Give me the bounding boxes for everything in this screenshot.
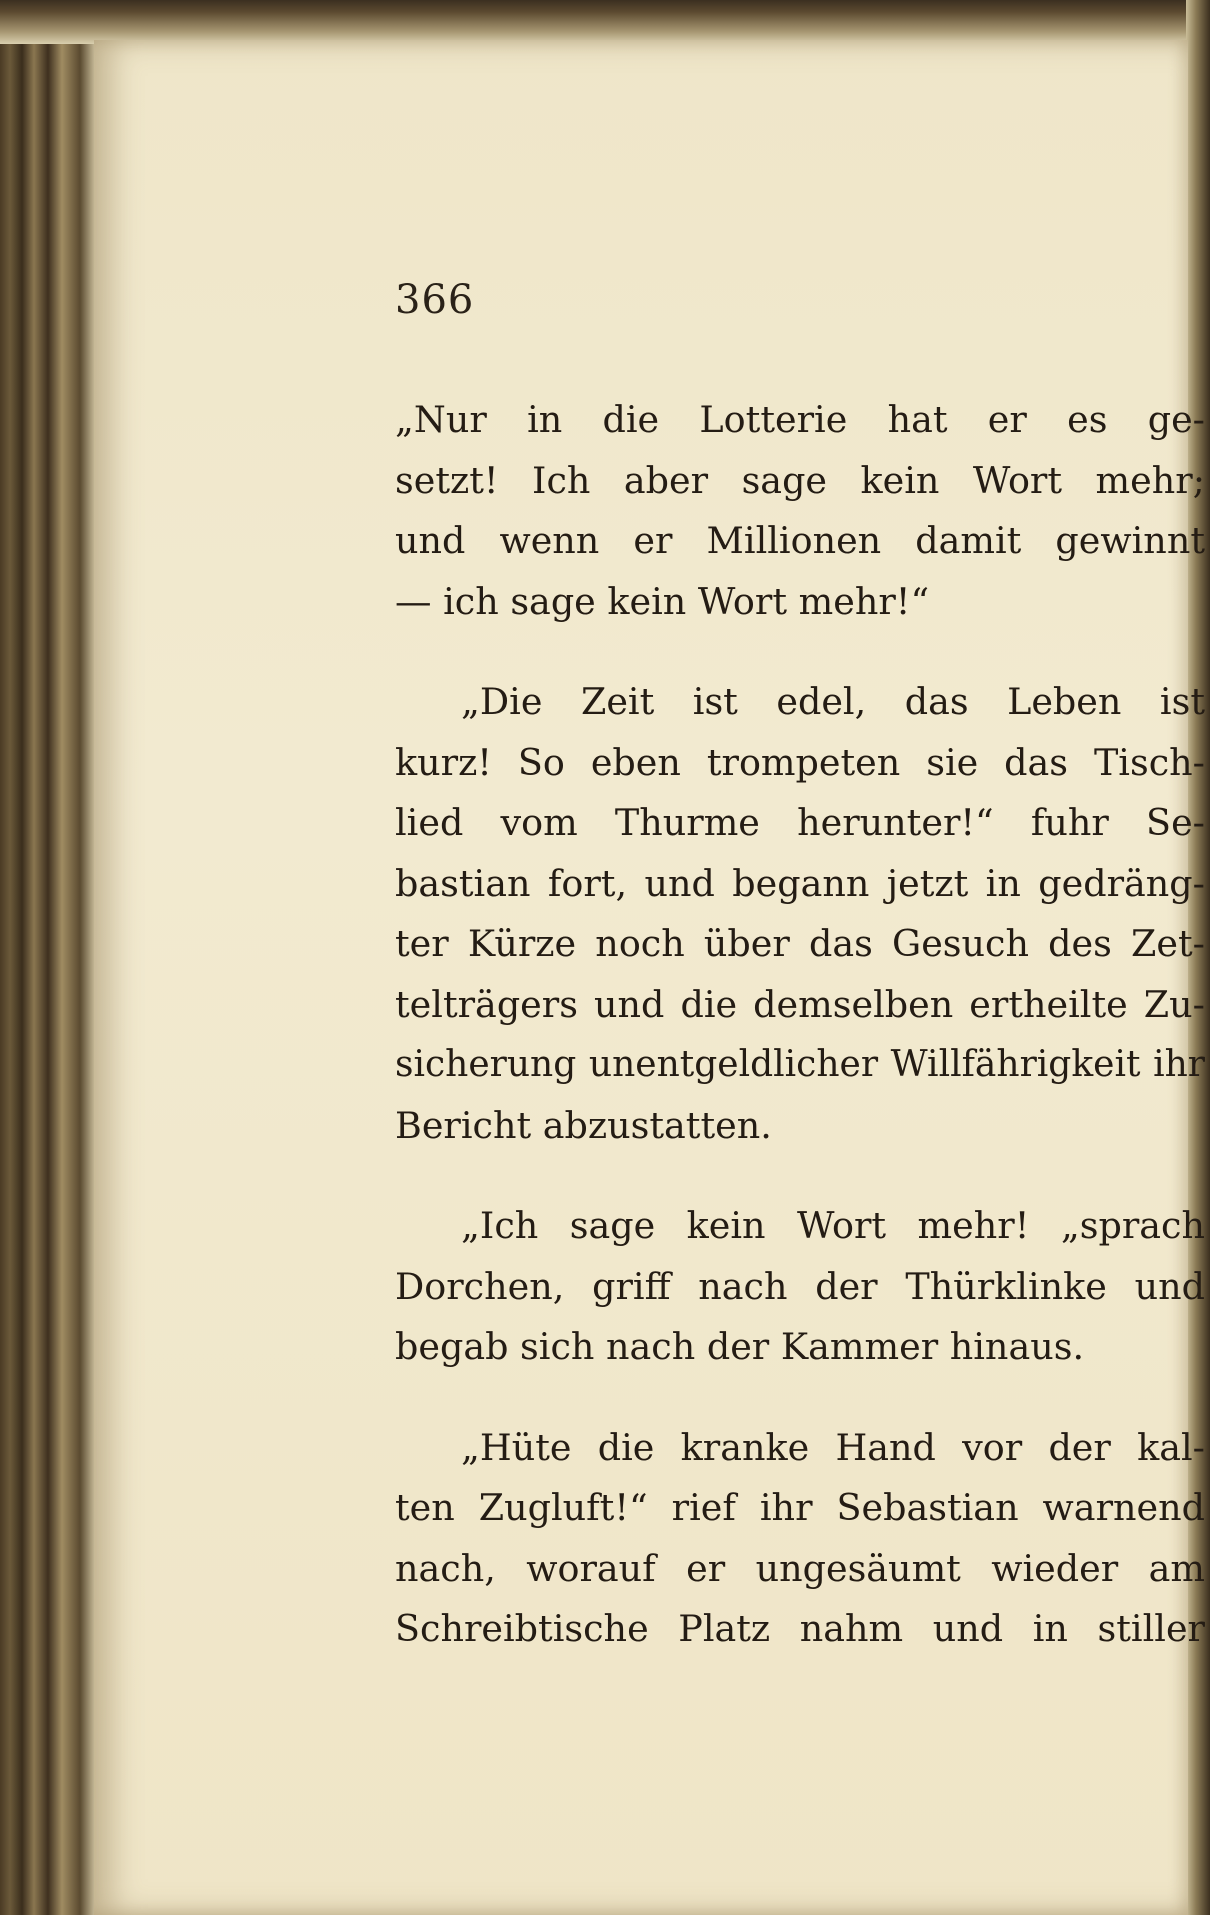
text-line: ten Zugluft!“ rief ihr Sebastian warnend (395, 1486, 1205, 1529)
paragraph-3 (395, 1196, 1205, 1378)
text-line: kurz! So eben trompeten sie das Tisch- (395, 740, 1205, 784)
paragraph-2 (395, 672, 1205, 1156)
text-line: sicherung unentgeldlicher Willfährigkeit ihr (395, 1044, 1205, 1085)
text-line: bastian fort, und begann jetzt in gedräng- (395, 861, 1205, 905)
text-line: telträgers und die demselben ertheilte Zu- (395, 982, 1205, 1026)
paragraph-4 (395, 1418, 1205, 1660)
text-line: und wenn er Millionen damit gewinnt (395, 519, 1205, 562)
page-content (94, 40, 1205, 1915)
text-line: lied vom Thurme herunter!“ fuhr Se- (395, 801, 1205, 844)
text-line: nach, worauf er ungesäumt wieder am (395, 1546, 1205, 1590)
text-line: „Ich sage kein Wort mehr! „sprach (461, 1204, 1205, 1247)
text-line: „Nur in die Lotterie hat er es ge- (395, 398, 1205, 441)
text-line: „Hüte die kranke Hand vor der kal- (461, 1425, 1205, 1469)
text-line: Bericht abzustatten. (395, 1103, 772, 1147)
text-line: Dorchen, griff nach der Thürklinke und (395, 1264, 1205, 1308)
body-text (395, 390, 1205, 1700)
page-top-edge (0, 0, 1210, 44)
text-line: — ich sage kein Wort mehr!“ (395, 579, 930, 623)
paragraph-1 (395, 390, 1205, 632)
book-page (94, 40, 1205, 1915)
text-line: setzt! Ich aber sage kein Wort mehr; (395, 458, 1205, 502)
page-number: 366 (395, 277, 475, 323)
text-line: begab sich nach der Kammer hinaus. (395, 1325, 1085, 1368)
text-line: ter Kürze noch über das Gesuch des Zet- (395, 922, 1205, 965)
text-line: Schreibtische Platz nahm und in stiller (395, 1607, 1205, 1650)
text-line: „Die Zeit ist edel, das Leben ist (461, 680, 1205, 723)
